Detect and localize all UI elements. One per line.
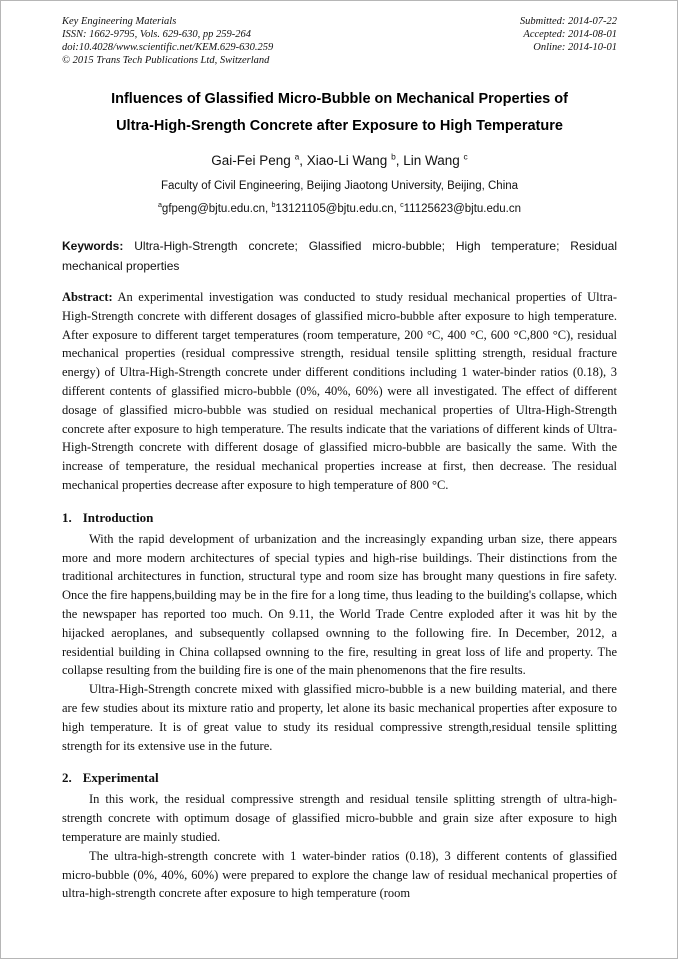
keywords-label: Keywords: xyxy=(62,239,124,253)
authors-line xyxy=(62,151,617,170)
accepted-date: Accepted: 2014-08-01 xyxy=(523,29,617,40)
keywords-text: Ultra-High-Strength concrete; Glassified micro-bubble; High temperature; Residual mechanical properties xyxy=(62,239,617,273)
keywords-block xyxy=(62,237,617,276)
body-paragraph: In this work, the residual compressive strength and residual tensile splitting strength of ultra-high-strength concrete with optimum dosage of glassified micro-bubble and grain size after exposure to high temperature are mainly studied. xyxy=(62,792,617,844)
publication-info xyxy=(62,15,273,67)
email-entry xyxy=(271,203,400,215)
author xyxy=(307,153,403,168)
journal-name: Key Engineering Materials xyxy=(62,16,177,27)
affiliation-line: Faculty of Civil Engineering, Beijing Jiaotong University, Beijing, China xyxy=(160,180,519,192)
page-header xyxy=(62,15,617,67)
email-affiliation-mark: b xyxy=(271,201,276,210)
section-number: 1. xyxy=(62,509,72,525)
email-affiliation-mark: c xyxy=(400,201,404,210)
abstract-block xyxy=(62,288,617,495)
author xyxy=(211,153,306,168)
abstract-label: Abstract: xyxy=(62,290,113,304)
title-line-2: Ultra-High-Srength Concrete after Exposure to High Temperature xyxy=(116,118,563,134)
issn-volume-pages: ISSN: 1662-9795, Vols. 629-630, pp 259-264 xyxy=(62,29,251,40)
email-entry xyxy=(158,203,271,215)
author-affiliation-mark: c xyxy=(463,151,468,162)
doi-line: doi:10.4028/www.scientific.net/KEM.629-630.259 xyxy=(62,42,274,53)
body-paragraph: The ultra-high-strength concrete with 1 water-binder ratios (0.18), 3 different contents of glassified micro-bubble (0%, 40%, 60%) were prepared to explore the change law of residual mechanical properties of ultra-high-strength concrete after exposure to high temperature (room xyxy=(62,848,617,901)
author xyxy=(403,153,467,168)
author-affiliation-mark: a xyxy=(294,151,300,162)
author-name: Xiao-Li Wang xyxy=(306,153,388,168)
author-name: Gai-Fei Peng xyxy=(211,153,291,168)
email-address: gfpeng@bjtu.edu.cn xyxy=(161,203,266,215)
paper-title xyxy=(62,86,617,140)
body-paragraph: With the rapid development of urbanization and the increasingly expanding urban size, there appears more and more modern architectures of special typies and high-rise buildings. Their distinctions from the traditional architectures in function, structural type and room size has brought many questions in fire safety. Once the fire happens,building may be in the fire for a long time, thus leading to the building's collapse, which the newspaper has reported too much. On 9.11, the World Trade Centre exploded after it was hit by the hijacked aeroplanes, and subsequently collapsed ownning to the following fire. In December, 2012, a residential building in China collapsed ownning to the fire, resulting in great loss of life and property. The collapse resulting from the building fire is one of the main phenomenons that the fire results. xyxy=(62,531,617,678)
abstract-text: An experimental investigation was conducted to study residual mechanical properties of Ultra-High-Strength concrete with different dosages of glassified micro-bubble after exposure to high temperature. After exposure to different target temperatures (room temperature, 200 °C, 400 °C, 600 °C,800 °C), residual mechanical properties (residual compressive strength, residual tensile splitting strength, residual fracture energy) of Ultra-High-Strength concrete under different conditions including 1 water-binder ratios (0.18), 3 different contents of glassified micro-bubble (0%, 40%, 60%) were all investigated. The effect of different dosage of glassified micro-bubble was studied on residual mechanical properties of Ultra-High-Strength concrete after exposure to high temperature. The results indicate that the variations of different kinds of Ultra-High-Strength concrete with different dosage of glassified micro-bubble are basically the same. With the increase of temperature, the residual mechanical properties increase at first, then decrease. The residual mechanical properties decrease after exposure to high temperature of 800 °C. xyxy=(62,290,618,492)
online-date: Online: 2014-10-01 xyxy=(533,42,617,53)
author-separator: , xyxy=(299,153,307,168)
author-name: Lin Wang xyxy=(403,153,460,168)
section-title: Experimental xyxy=(82,770,159,786)
article-dates xyxy=(520,15,617,67)
email-separator: , xyxy=(265,203,272,215)
section-heading-experimental xyxy=(62,769,617,786)
author-separator: , xyxy=(395,153,404,168)
author-affiliation-mark: b xyxy=(391,151,396,162)
email-address: 13121105@bjtu.edu.cn xyxy=(275,203,394,215)
copyright-line: © 2015 Trans Tech Publications Ltd, Switzerland xyxy=(62,55,270,66)
submitted-date: Submitted: 2014-07-22 xyxy=(519,16,617,27)
section-heading-introduction xyxy=(62,509,617,526)
email-affiliation-mark: a xyxy=(157,201,162,210)
email-separator: , xyxy=(393,203,401,215)
emails-line xyxy=(62,202,617,217)
section-number: 2. xyxy=(62,770,72,786)
body-paragraph: Ultra-High-Strength concrete mixed with glassified micro-bubble is a new building material, and there are few studies about its mixture ratio and property, let alone its basic mechanical properties after exposure to high temperature. It is of great value to study its residual compressive strength,residual tensile splitting strength for its extensive use in the future. xyxy=(62,682,617,753)
section-title: Introduction xyxy=(82,509,154,525)
title-line-1: Influences of Glassified Micro-Bubble on Mechanical Properties of xyxy=(111,91,568,107)
email-address: 11125623@bjtu.edu.cn xyxy=(403,203,522,215)
email-entry xyxy=(400,203,521,215)
